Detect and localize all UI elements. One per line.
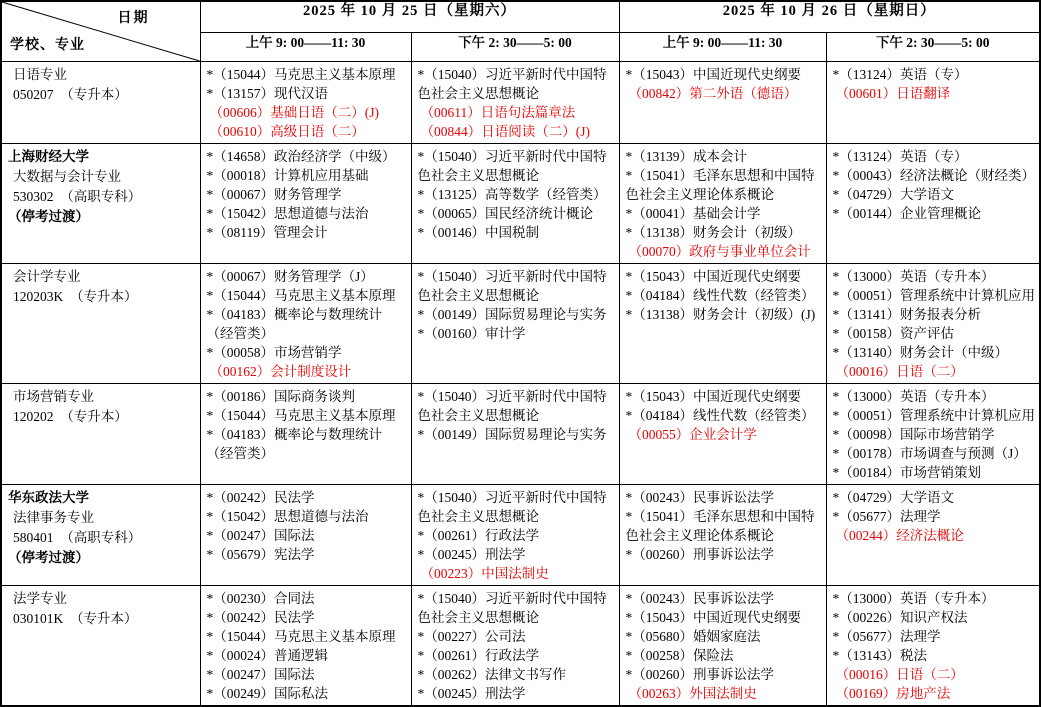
- course-line: *（00258）保险法: [625, 648, 734, 663]
- course-line: *（15042）思想道德与法治: [206, 509, 369, 524]
- course-cell-sun-pm: [826, 144, 1040, 264]
- course-line: *（00262）法律文书写作: [417, 667, 566, 682]
- course-line: *（15043）中国近现代史纲要: [625, 610, 801, 625]
- session-header-sat-pm: 下午 2: 30——5: 00: [411, 33, 619, 62]
- session-header-sat-am: 上午 9: 00——11: 30: [200, 33, 411, 62]
- course-line: *（13124）英语（专）: [832, 67, 968, 82]
- school-cell: [1, 62, 200, 144]
- table-row: [1, 485, 1040, 586]
- course-line: （00070）政府与事业单位会计: [628, 244, 811, 259]
- course-line: *（00043）经济法概论（财经类）: [832, 168, 1035, 183]
- course-line: *（15043）中国近现代史纲要: [625, 389, 801, 404]
- course-line: *（13139）成本会计: [625, 149, 747, 164]
- corner-cell: [1, 1, 200, 62]
- table-row: [1, 144, 1040, 264]
- course-line: *（00067）财务管理学: [206, 187, 342, 202]
- school-line: 会计学专业: [13, 269, 81, 284]
- course-line: （00601）日语翻译: [835, 86, 951, 101]
- school-line: （停考过渡）: [8, 209, 89, 224]
- school-cell: [1, 144, 200, 264]
- course-line: *（00149）国际贸易理论与实务: [417, 427, 607, 442]
- course-line: （00844）日语阅读（二）(J): [420, 124, 590, 139]
- course-line: *（00249）国际私法: [206, 686, 328, 701]
- table-row: [1, 62, 1040, 144]
- course-line: *（13157）现代汉语: [206, 86, 328, 101]
- course-line: *（15044）马克思主义基本原理: [206, 629, 396, 644]
- table-row: [1, 384, 1040, 485]
- course-line: *（15040）习近平新时代中国特色社会主义思想概论: [417, 490, 607, 524]
- course-line: *（13000）英语（专升本）: [832, 269, 995, 284]
- course-line: *（00149）国际贸易理论与实务: [417, 307, 607, 322]
- course-line: （00169）房地产法: [835, 686, 951, 701]
- school-line: 530302 （高职专科）: [13, 189, 142, 204]
- course-line: *（13124）英语（专）: [832, 149, 968, 164]
- course-cell-sun-am: [619, 384, 826, 485]
- school-line: 120203K （专升本）: [13, 289, 138, 304]
- course-line: *（13140）财务会计（中级）: [832, 345, 1008, 360]
- course-line: *（05680）婚姻家庭法: [625, 629, 761, 644]
- course-line: *（00051）管理系统中计算机应用: [832, 408, 1035, 423]
- date-header-saturday: 2025 年 10 月 25 日（星期六）: [200, 1, 619, 33]
- header-row-dates: [1, 1, 1040, 33]
- course-line: （00055）企业会计学: [628, 427, 757, 442]
- course-line: *（00247）国际法: [206, 528, 315, 543]
- course-line: （00016）日语（二）: [835, 667, 964, 682]
- course-line: （00611）日语句法篇章法: [420, 105, 576, 120]
- corner-date-label: 日期: [117, 11, 150, 26]
- course-line: *（13143）税法: [832, 648, 927, 663]
- course-cell-sat-pm: [411, 144, 619, 264]
- course-cell-sat-pm: [411, 62, 619, 144]
- school-line: 市场营销专业: [13, 389, 94, 404]
- table-row: [1, 586, 1040, 707]
- course-line: *（15043）中国近现代史纲要: [625, 67, 801, 82]
- course-line: *（14658）政治经济学（中级）: [206, 149, 396, 164]
- course-line: *（00067）财务管理学（J）: [206, 269, 374, 284]
- school-line: （停考过渡）: [8, 550, 89, 565]
- course-line: *（08119）管理会计: [206, 225, 328, 240]
- course-cell-sun-pm: [826, 62, 1040, 144]
- course-line: *（00245）刑法学: [417, 547, 526, 562]
- course-line: *（00098）国际市场营销学: [832, 427, 995, 442]
- course-cell-sat-am: [200, 62, 411, 144]
- course-cell-sun-am: [619, 586, 826, 707]
- course-line: *（05677）法理学: [832, 629, 941, 644]
- course-cell-sat-pm: [411, 586, 619, 707]
- course-line: *（00247）国际法: [206, 667, 315, 682]
- course-cell-sun-am: [619, 144, 826, 264]
- course-line: *（13000）英语（专升本）: [832, 389, 995, 404]
- course-line: *（15040）习近平新时代中国特色社会主义思想概论: [417, 67, 607, 101]
- course-line: *（05679）宪法学: [206, 547, 315, 562]
- course-cell-sun-pm: [826, 586, 1040, 707]
- school-line: 日语专业: [13, 67, 67, 82]
- course-line: *（04183）概率论与数理统计（经管类）: [206, 307, 382, 341]
- course-line: *（00245）刑法学: [417, 686, 526, 701]
- course-line: *（00018）计算机应用基础: [206, 168, 369, 183]
- course-line: *（00230）合同法: [206, 591, 315, 606]
- course-line: *（00261）行政法学: [417, 648, 539, 663]
- course-line: *（00158）资产评估: [832, 326, 954, 341]
- course-line: （00162）会计制度设计: [209, 364, 352, 379]
- school-cell: [1, 586, 200, 707]
- course-line: *（15041）毛泽东思想和中国特色社会主义理论体系概论: [625, 168, 815, 202]
- date-header-sunday: 2025 年 10 月 26 日（星期日）: [619, 1, 1040, 33]
- school-line: 法律事务专业: [13, 510, 94, 525]
- course-cell-sun-am: [619, 264, 826, 384]
- course-cell-sun-am: [619, 62, 826, 144]
- course-line: （00606）基础日语（二）(J): [209, 105, 379, 120]
- course-line: *（00041）基础会计学: [625, 206, 761, 221]
- session-header-sun-pm: 下午 2: 30——5: 00: [826, 33, 1040, 62]
- course-line: *（00227）公司法: [417, 629, 526, 644]
- course-line: （00610）高级日语（二）: [209, 124, 365, 139]
- course-line: *（04729）大学语文: [832, 187, 954, 202]
- course-line: *（00226）知识产权法: [832, 610, 968, 625]
- course-line: （00223）中国法制史: [420, 566, 549, 581]
- course-line: *（15040）习近平新时代中国特色社会主义思想概论: [417, 149, 607, 183]
- course-line: *（15040）习近平新时代中国特色社会主义思想概论: [417, 389, 607, 423]
- course-line: *（00260）刑事诉讼法学: [625, 547, 774, 562]
- course-line: *（15040）习近平新时代中国特色社会主义思想概论: [417, 591, 607, 625]
- course-line: *（05677）法理学: [832, 509, 941, 524]
- course-line: *（13000）英语（专升本）: [832, 591, 995, 606]
- course-line: *（15043）中国近现代史纲要: [625, 269, 801, 284]
- course-cell-sat-am: [200, 586, 411, 707]
- course-line: *（04729）大学语文: [832, 490, 954, 505]
- school-line: 华东政法大学: [8, 490, 89, 505]
- course-line: *（00065）国民经济统计概论: [417, 206, 593, 221]
- course-line: （00016）日语（二）: [835, 364, 964, 379]
- course-line: *（00243）民事诉讼法学: [625, 591, 774, 606]
- course-line: *（15044）马克思主义基本原理: [206, 408, 396, 423]
- course-cell-sun-pm: [826, 384, 1040, 485]
- school-line: 法学专业: [13, 591, 67, 606]
- school-cell: [1, 264, 200, 384]
- course-line: *（00242）民法学: [206, 490, 315, 505]
- school-cell: [1, 384, 200, 485]
- course-cell-sun-am: [619, 485, 826, 586]
- course-line: *（04183）概率论与数理统计（经管类）: [206, 427, 382, 461]
- course-line: *（15044）马克思主义基本原理: [206, 67, 396, 82]
- course-cell-sat-pm: [411, 264, 619, 384]
- corner-school-label: 学校、专业: [10, 38, 85, 53]
- course-line: *（13138）财务会计（初级）(J): [625, 307, 816, 322]
- course-line: *（15044）马克思主义基本原理: [206, 288, 396, 303]
- course-line: *（13141）财务报表分析: [832, 307, 981, 322]
- course-line: （00244）经济法概论: [835, 528, 964, 543]
- course-cell-sat-pm: [411, 485, 619, 586]
- course-line: *（13138）财务会计（初级）: [625, 225, 801, 240]
- course-cell-sat-am: [200, 485, 411, 586]
- course-cell-sat-pm: [411, 384, 619, 485]
- course-line: *（13125）高等数学（经管类）: [417, 187, 607, 202]
- course-line: （00842）第二外语（德语）: [628, 86, 798, 101]
- course-line: *（15042）思想道德与法治: [206, 206, 369, 221]
- course-cell-sat-am: [200, 264, 411, 384]
- course-line: *（00184）市场营销策划: [832, 465, 981, 480]
- session-header-sun-am: 上午 9: 00——11: 30: [619, 33, 826, 62]
- course-cell-sun-pm: [826, 485, 1040, 586]
- course-line: *（00261）行政法学: [417, 528, 539, 543]
- course-cell-sun-pm: [826, 264, 1040, 384]
- course-cell-sat-am: [200, 144, 411, 264]
- course-line: *（15041）毛泽东思想和中国特色社会主义理论体系概论: [625, 509, 815, 543]
- course-line: *（04184）线性代数（经管类）: [625, 408, 815, 423]
- school-line: 120202 （专升本）: [13, 409, 128, 424]
- course-line: *（00058）市场营销学: [206, 345, 342, 360]
- course-line: *（00024）普通逻辑: [206, 648, 328, 663]
- course-line: *（04184）线性代数（经管类）: [625, 288, 815, 303]
- course-cell-sat-am: [200, 384, 411, 485]
- course-line: *（00160）审计学: [417, 326, 526, 341]
- table-row: [1, 264, 1040, 384]
- school-line: 上海财经大学: [8, 149, 89, 164]
- course-line: *（00178）市场调查与预测（J）: [832, 446, 1027, 461]
- course-line: *（00242）民法学: [206, 610, 315, 625]
- course-line: *（15040）习近平新时代中国特色社会主义思想概论: [417, 269, 607, 303]
- course-line: *（00186）国际商务谈判: [206, 389, 355, 404]
- school-line: 580401 （高职专科）: [13, 530, 142, 545]
- course-line: *（00260）刑事诉讼法学: [625, 667, 774, 682]
- school-line: 050207 （专升本）: [13, 87, 128, 102]
- school-line: 030101K （专升本）: [13, 611, 138, 626]
- course-line: *（00144）企业管理概论: [832, 206, 981, 221]
- course-line: *（00243）民事诉讼法学: [625, 490, 774, 505]
- course-line: *（00146）中国税制: [417, 225, 539, 240]
- school-cell: [1, 485, 200, 586]
- course-line: （00263）外国法制史: [628, 686, 757, 701]
- school-line: 大数据与会计专业: [13, 169, 121, 184]
- course-line: *（00051）管理系统中计算机应用: [832, 288, 1035, 303]
